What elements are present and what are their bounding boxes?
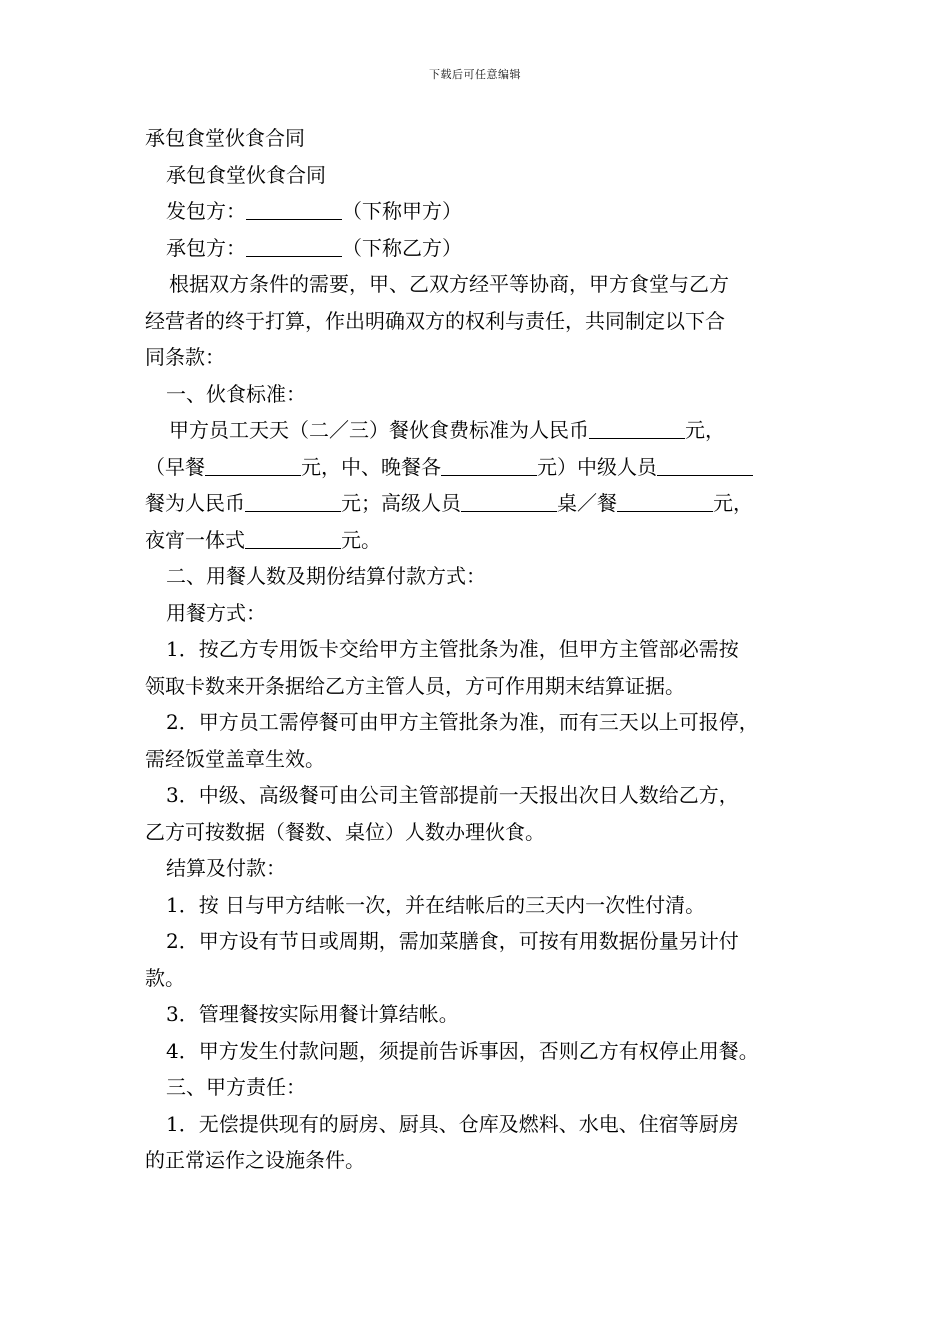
payment-item-1: 1．按 日与甲方结帐一次，并在结帐后的三天内一次性付清。 [166, 892, 706, 917]
breakfast-blank [205, 453, 301, 476]
meal-method-heading: 用餐方式： [166, 600, 266, 625]
section-1-text: 元。 [341, 527, 381, 552]
meal-item-3-line-1: 3．中级、高级餐可由公司主管部提前一天报出次日人数给乙方， [166, 783, 739, 807]
section-1-text: （早餐 [145, 454, 205, 479]
payment-item-2-line-2: 款。 [145, 965, 185, 990]
intro-line-2: 经营者的终于打算，作出明确双方的权利与责任，共同制定以下合 [145, 308, 725, 333]
section-3-heading: 三、甲方责任： [166, 1075, 306, 1099]
section-1-text: 元， [685, 418, 725, 442]
meal-item-2-line-2: 需经饭堂盖章生效。 [145, 746, 325, 771]
party-a-suffix: （下称甲方） [342, 199, 462, 223]
night-snack-blank [245, 526, 341, 549]
section-1-line-2 [145, 449, 825, 486]
party-b-label: 承包方： [166, 235, 246, 260]
section-1-text: 甲方员工天天（二／三）餐伙食费标准为人民币 [169, 418, 589, 442]
section-1-text: 夜宵一体式 [145, 527, 245, 552]
table-meal-blank [617, 489, 713, 512]
section-1-text: 餐为人民币 [145, 491, 245, 515]
meal-item-3-line-2: 乙方可按数据（餐数、桌位）人数办理伙食。 [145, 819, 545, 844]
fee-standard-blank [589, 416, 685, 439]
section-1-line-1 [145, 412, 825, 449]
meal-item-1-line-2: 领取卡数来开条据给乙方主管人员，方可作用期末结算证据。 [145, 673, 685, 698]
party-a-label: 发包方： [166, 199, 246, 223]
payment-item-3: 3．管理餐按实际用餐计算结帐。 [166, 1002, 459, 1026]
mid-level-price-blank [245, 489, 341, 512]
party-a-line [145, 193, 825, 230]
contract-body [145, 120, 825, 1179]
payment-item-2-line-1: 2．甲方设有节日或周期，需加菜膳食，可按有用数据份量另计付 [166, 929, 739, 953]
senior-level-blank [461, 489, 557, 512]
party-b-line [145, 230, 825, 267]
party-a-blank [246, 197, 342, 220]
document-subtitle: 承包食堂伙食合同 [166, 162, 326, 187]
intro-line-1: 根据双方条件的需要，甲、乙双方经平等协商，甲方食堂与乙方 [169, 272, 729, 296]
section-1-text: 元）中级人员 [537, 454, 657, 479]
mid-level-blank [657, 453, 753, 476]
intro-line-3: 同条款： [145, 345, 225, 369]
responsibility-item-1-line-2: 的正常运作之设施条件。 [145, 1148, 365, 1172]
section-1-line-4 [145, 522, 825, 559]
party-b-blank [246, 234, 342, 257]
section-1-text: 元，中、晚餐各 [301, 454, 441, 479]
meal-item-2-line-1: 2．甲方员工需停餐可由甲方主管批条为准，而有三天以上可报停， [166, 710, 759, 734]
section-1-text: 元；高级人员 [341, 491, 461, 515]
section-2-heading: 二、用餐人数及期份结算付款方式： [166, 564, 486, 588]
payment-item-4: 4．甲方发生付款问题，须提前告诉事因，否则乙方有权停止用餐。 [166, 1038, 759, 1063]
responsibility-item-1-line-1: 1．无偿提供现有的厨房、厨具、仓库及燃料、水电、住宿等厨房 [166, 1111, 739, 1136]
meal-item-1-line-1: 1．按乙方专用饭卡交给甲方主管批条为准，但甲方主管部必需按 [166, 637, 739, 661]
document-title: 承包食堂伙食合同 [145, 126, 305, 150]
section-1-heading: 一、伙食标准： [166, 381, 306, 406]
page-header-note: 下载后可任意编辑 [429, 68, 521, 81]
section-1-text: 桌／餐 [557, 491, 617, 515]
section-1-text: 元， [713, 491, 753, 515]
party-b-suffix: （下称乙方） [342, 235, 462, 260]
payment-heading: 结算及付款： [166, 856, 286, 880]
section-1-line-3 [145, 485, 825, 522]
lunch-dinner-blank [441, 453, 537, 476]
